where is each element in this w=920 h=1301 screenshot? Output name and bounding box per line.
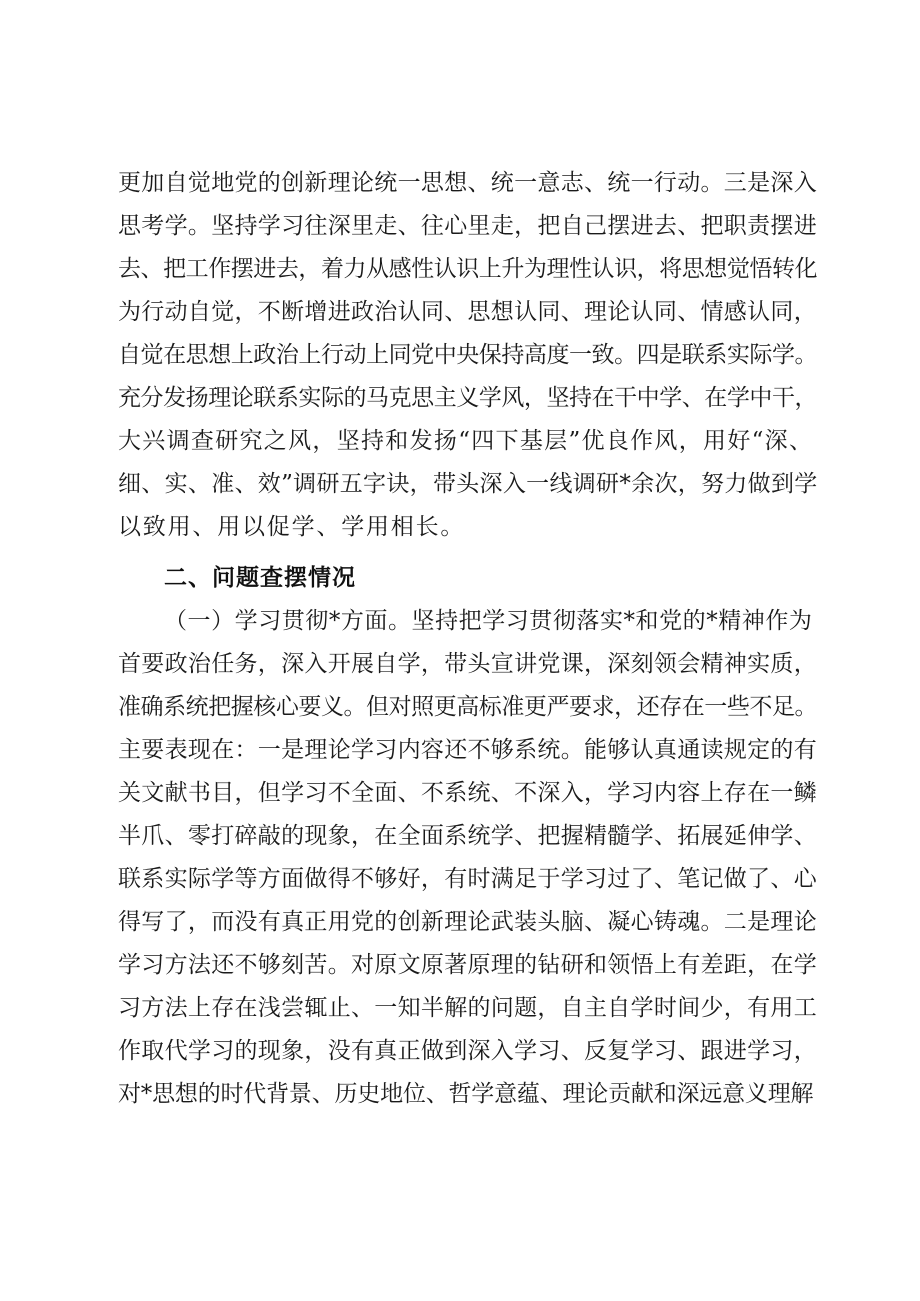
paragraph-line: 去、把工作摆进去，着力从感性认识上升为理性认识，将思想觉悟转化: [118, 256, 818, 282]
paragraph-line: 为行动自觉，不断增进政治认同、思想认同、理论认同、情感认同，: [118, 299, 817, 325]
paragraph-line: 关文献书目，但学习不全面、不系统、不深入，学习内容上存在一鳞: [118, 780, 817, 806]
paragraph-line: 得写了，而没有真正用党的创新理论武装头脑、凝心铸魂。二是理论: [118, 909, 817, 935]
paragraph-line: 首要政治任务，深入开展自学，带头宣讲党课，深刻领会精神实质，: [118, 651, 817, 677]
paragraph-line: 大兴调查研究之风，坚持和发扬“四下基层”优良作风，用好“深、: [118, 428, 814, 454]
paragraph-line: 联系实际学等方面做得不够好，有时满足于学习过了、笔记做了、心: [118, 866, 817, 892]
paragraph-line: 主要表现在：一是理论学习内容还不够系统。能够认真通读规定的有: [118, 737, 817, 763]
paragraph-line: 准确系统把握核心要义。但对照更高标准更严要求，还存在一些不足。: [118, 694, 818, 720]
paragraph-line: 更加自觉地党的创新理论统一思想、统一意志、统一行动。三是深入: [118, 170, 817, 196]
paragraph-line: 学习方法还不够刻苦。对原文原著原理的钻研和领悟上有差距，在学: [118, 952, 817, 978]
paragraph-line: 充分发扬理论联系实际的马克思主义学风，坚持在干中学、在学中干，: [118, 385, 818, 411]
paragraph-line: 自觉在思想上政治上行动上同党中央保持高度一致。四是联系实际学。: [118, 342, 818, 368]
paragraph-line: 以致用、用以促学、学用相长。: [118, 514, 466, 540]
paragraph-line: 思考学。坚持学习往深里走、往心里走，把自己摆进去、把职责摆进: [118, 213, 817, 239]
paragraph-line: 细、实、准、效”调研五字诀，带头深入一线调研*余次，努力做到学: [118, 471, 818, 497]
paragraph-line: 半爪、零打碎敲的现象，在全面系统学、把握精髓学、拓展延伸学、: [118, 823, 817, 849]
section-heading: 二、问题查摆情况: [164, 565, 356, 591]
paragraph-line: 习方法上存在浅尝辄止、一知半解的问题，自主自学时间少，有用工: [118, 995, 817, 1021]
paragraph-line: （一）学习贯彻*方面。坚持把学习贯彻落实*和党的*精神作为: [164, 608, 813, 634]
paragraph-line: 对*思想的时代背景、历史地位、哲学意蕴、理论贡献和深远意义理解: [118, 1081, 814, 1107]
paragraph-line: 作取代学习的现象，没有真正做到深入学习、反复学习、跟进学习，: [118, 1038, 817, 1064]
